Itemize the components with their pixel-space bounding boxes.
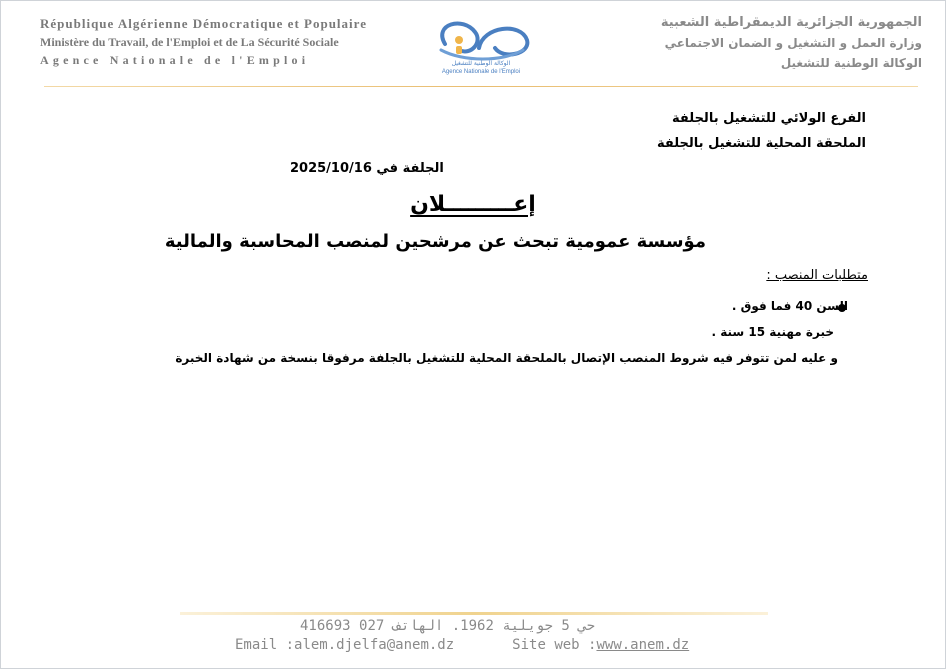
logo-caption-french: Agence Nationale de l'Emploi: [441, 69, 521, 75]
logo-dot: [455, 36, 463, 44]
footer-divider: [180, 612, 768, 615]
reference-annex: الملحقة المحلية للتشغيل بالجلفة: [657, 136, 866, 151]
header-fr-republic: République Algérienne Démocratique et Populaire: [40, 16, 367, 31]
header-fr-ministry: Ministère du Travail, de l'Emploi et de La Sécurité Sociale: [40, 35, 339, 49]
logo-bar: [456, 46, 462, 54]
email-label: Email :: [235, 637, 295, 653]
application-instructions: و عليه لمن تتوفر فيه شروط المنصب الإتصال بالملحقة المحلية للتشغيل بالجلفة مرفوقا بنسخة من شهادة الخبرة: [175, 351, 838, 365]
header-fr-agency: Agence Nationale de l'Emploi: [40, 53, 310, 67]
header-ar-ministry: وزارة العمل و التشغيل و الضمان الاجتماعي: [664, 36, 922, 50]
footer-contacts: [235, 637, 689, 653]
header-french: [40, 15, 367, 69]
site-label: Site web :: [512, 637, 597, 653]
announcement-title: [0, 192, 946, 217]
header-ar-republic: الجمهورية الجزائرية الديمقراطية الشعبية: [660, 15, 922, 30]
announcement-subtitle: مؤسسة عمومية تبحث عن مرشحين لمنصب المحاسبة والمالية: [164, 231, 706, 252]
logo-caption-arabic: الوكالة الوطنية للتشغيل: [451, 60, 511, 67]
date-value: 2025/10/16: [290, 161, 372, 176]
footer-address: حي 5 جويلية 1962. الهاتف 027 416693: [300, 618, 596, 634]
requirements-heading: متطلبات المنصب :: [766, 268, 868, 283]
site-link[interactable]: www.anem.dz: [596, 637, 690, 653]
header-divider: [44, 86, 918, 87]
date-line: [290, 161, 444, 176]
header-ar-agency: الوكالة الوطنية للتشغيل: [780, 56, 922, 70]
reference-branch: الفرع الولائي للتشغيل بالجلفة: [672, 111, 866, 126]
email-value[interactable]: alem.djelfa@anem.dz: [294, 637, 455, 653]
logo-swirl-base: [441, 50, 523, 59]
requirement-experience: خبرة مهنية 15 سنة .: [711, 325, 834, 339]
requirement-age: السن 40 فما فوق .: [731, 299, 848, 313]
date-label: الجلفة في: [376, 161, 444, 176]
announcement-title-text: إعـــــــــلان: [410, 192, 536, 217]
header-arabic: [661, 13, 922, 73]
